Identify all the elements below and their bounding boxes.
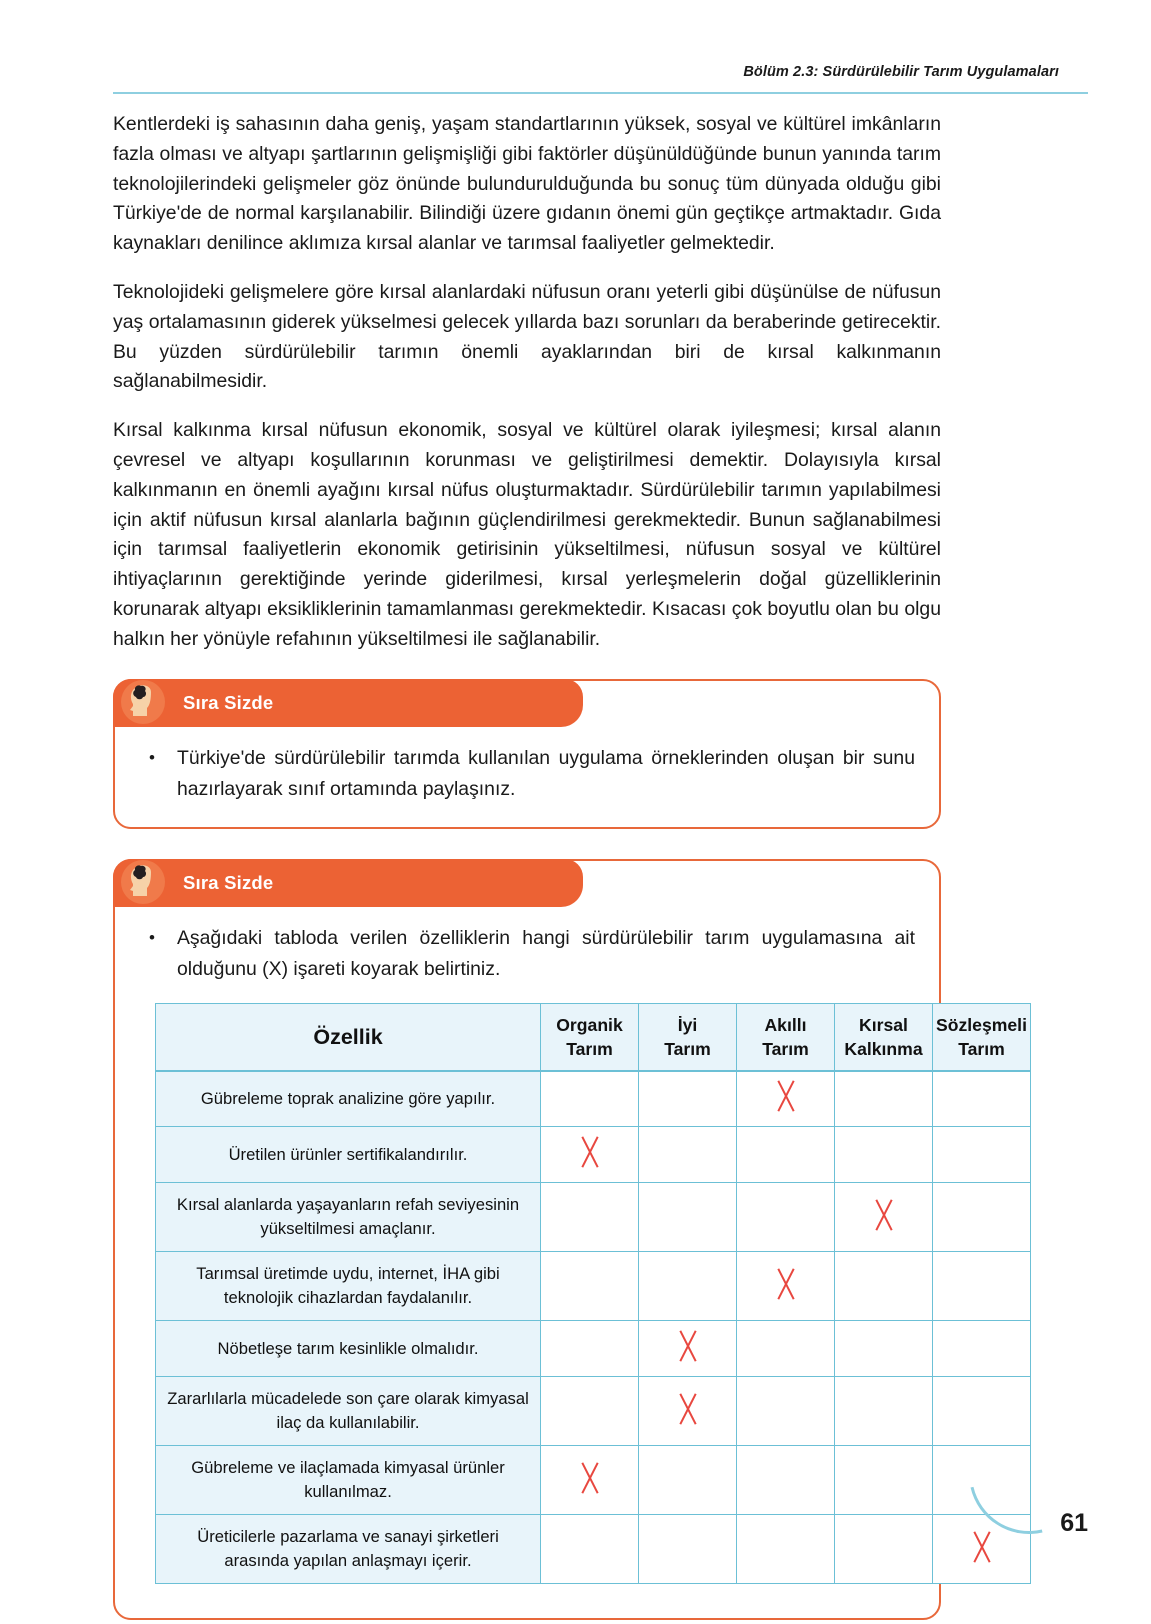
table-cell-marked[interactable]: [737, 1252, 835, 1321]
table-row: [156, 1127, 1031, 1183]
table-cell-empty[interactable]: [639, 1515, 737, 1584]
activity-box-2-list: [139, 923, 915, 985]
column-header-good-line1: İyi: [677, 1014, 698, 1035]
chapter-label: Bölüm 2.3: Sürdürülebilir Tarım Uygulamaları: [743, 64, 1059, 80]
x-mark-icon: [671, 1392, 705, 1426]
column-header-feature: Özellik: [156, 1003, 541, 1071]
column-header-organic-line1: Organik: [556, 1014, 623, 1035]
paragraph-1: Kentlerdeki iş sahasının daha geniş, yaşam standartlarının yüksek, sosyal ve kültürel imkânların fazla olması ve altyapı şartlarının gelişmişliği gibi faktörler düşünüldüğünde bunun yanında tarım teknolojilerindeki gelişmeler göz önünde bulundurulduğunda bu sonuç tüm dünyada olduğu gibi Türkiye'de de normal karşılanabilir. Bilindiği üzere gıdanın önemi gün geçtikçe artmaktadır. Gıda kaynakları denilince aklımıza kırsal alanlar ve tarımsal faaliyetler gelmektedir.: [113, 113, 941, 255]
table-cell-empty[interactable]: [541, 1252, 639, 1321]
column-header-rural-line2: Kalkınma: [844, 1038, 923, 1059]
column-header-good: [639, 1003, 737, 1071]
page-footer: [1011, 1482, 1151, 1572]
activity-box-1-header: [113, 679, 583, 727]
table-cell-marked[interactable]: [541, 1127, 639, 1183]
table-row: [156, 1252, 1031, 1321]
activity-box-2-header: [113, 859, 583, 907]
table-cell-empty[interactable]: [835, 1515, 933, 1584]
table-row: [156, 1377, 1031, 1446]
table-cell-empty[interactable]: [933, 1071, 1031, 1127]
column-header-smart-line2: Tarım: [762, 1038, 809, 1059]
activity-box-2-body: [115, 861, 1027, 1619]
list-item: • Türkiye'de sürdürülebilir tarımda kullanılan uygulama örneklerinden oluşan bir sunu hazırlayarak sınıf ortamında paylaşınız.: [139, 743, 915, 805]
table-cell-empty[interactable]: [933, 1321, 1031, 1377]
column-header-organic: [541, 1003, 639, 1071]
table-cell-marked[interactable]: [639, 1377, 737, 1446]
activity-box-2: [113, 859, 1027, 1621]
table-cell-empty[interactable]: [541, 1377, 639, 1446]
table-header-row: [156, 1003, 1031, 1071]
paragraph-2: Teknolojideki gelişmelere göre kırsal alanlardaki nüfusun oranı yeterli gibi düşünülse de nüfusun yaş ortalamasının giderek yükselmesi gelecek yıllarda bazı sorunları da beraberinde getirecektir. Bu yüzden sürdürülebilir tarımın önemli ayaklarından biri de kırsal kalkınmanın sağlanabilmesidir.: [113, 280, 941, 393]
table-row: [156, 1446, 1031, 1515]
table-row: [156, 1515, 1031, 1584]
x-mark-icon: [573, 1135, 607, 1169]
table-cell-empty[interactable]: [835, 1071, 933, 1127]
table-cell-feature: Üreticilerle pazarlama ve sanayi şirketleri arasında yapılan anlaşmayı içerir.: [156, 1515, 541, 1584]
table-cell-feature: Kırsal alanlarda yaşayanların refah seviyesinin yükseltilmesi amaçlanır.: [156, 1183, 541, 1252]
x-mark-icon: [867, 1198, 901, 1232]
column-header-contract: [933, 1003, 1031, 1071]
table-cell-feature: Üretilen ürünler sertifikalandırılır.: [156, 1127, 541, 1183]
table-cell-feature: Nöbetleşe tarım kesinlikle olmalıdır.: [156, 1321, 541, 1377]
table-cell-empty[interactable]: [541, 1183, 639, 1252]
table-cell-empty[interactable]: [639, 1127, 737, 1183]
table-cell-empty[interactable]: [835, 1321, 933, 1377]
column-header-smart: [737, 1003, 835, 1071]
column-header-smart-line1: Akıllı: [764, 1014, 807, 1035]
table-cell-empty[interactable]: [639, 1183, 737, 1252]
table-cell-empty[interactable]: [933, 1127, 1031, 1183]
column-header-rural-line1: Kırsal: [859, 1014, 908, 1035]
table-cell-empty[interactable]: [737, 1183, 835, 1252]
page-number: 61: [1060, 1509, 1088, 1537]
thinking-head-icon: [121, 680, 165, 724]
table-cell-empty[interactable]: [933, 1252, 1031, 1321]
table-cell-marked[interactable]: [541, 1446, 639, 1515]
activity-box-1-list: [139, 743, 915, 805]
table-row: [156, 1071, 1031, 1127]
table-cell-empty[interactable]: [933, 1183, 1031, 1252]
column-header-good-line2: Tarım: [664, 1038, 711, 1059]
running-header: [0, 60, 1151, 100]
table-cell-empty[interactable]: [541, 1071, 639, 1127]
activity-box-1: [113, 679, 941, 829]
table-row: [156, 1183, 1031, 1252]
table-cell-empty[interactable]: [737, 1321, 835, 1377]
table-body: [156, 1071, 1031, 1584]
table-cell-marked[interactable]: [737, 1071, 835, 1127]
table-cell-empty[interactable]: [835, 1377, 933, 1446]
table-cell-empty[interactable]: [737, 1377, 835, 1446]
table-cell-marked[interactable]: [639, 1321, 737, 1377]
header-divider: [113, 92, 1088, 94]
table-cell-empty[interactable]: [639, 1252, 737, 1321]
table-cell-empty[interactable]: [737, 1515, 835, 1584]
paragraph-3: Kırsal kalkınma kırsal nüfusun ekonomik, sosyal ve kültürel olarak iyileşmesi; kırsal alanın çevresel ve altyapı koşullarının korunması ve geliştirilmesi demektir. Dolayısıyla kırsal kalkınmanın en önemli ayağını kırsal nüfus oluşturmaktadır. Sürdürülebilir tarımın yapılabilmesi için aktif nüfusun kırsal alanlarla bağının güçlendirilmesi gerekmektedir. Bunun sağlanabilmesi için tarımsal faaliyetlerin ekonomik getirisinin yükseltilmesi, nüfusun sosyal ve kültürel ihtiyaçlarının gerektiğinde yerinde giderilmesi, kırsal yerleşmelerin doğal güzelliklerinin korunarak altyapı eksikliklerinin tamamlanması gerekmektedir. Kısacası çok boyutlu olan bu olgu halkın her yönüyle refahının yükseltilmesi ile sağlanabilir.: [113, 419, 941, 650]
table-cell-empty[interactable]: [639, 1071, 737, 1127]
table-cell-feature: Tarımsal üretimde uydu, internet, İHA gibi teknolojik cihazlardan faydalanılır.: [156, 1252, 541, 1321]
table-cell-marked[interactable]: [835, 1183, 933, 1252]
table-cell-feature: Zararlılarla mücadelede son çare olarak kimyasal ilaç da kullanılabilir.: [156, 1377, 541, 1446]
sustainable-agriculture-table: [155, 1003, 1031, 1585]
table-cell-empty[interactable]: [835, 1252, 933, 1321]
table-cell-empty[interactable]: [737, 1446, 835, 1515]
table-cell-empty[interactable]: [835, 1127, 933, 1183]
table-row: [156, 1321, 1031, 1377]
x-mark-icon: [671, 1329, 705, 1363]
table-cell-empty[interactable]: [541, 1321, 639, 1377]
column-header-rural: [835, 1003, 933, 1071]
activity-box-2-title: Sıra Sizde: [183, 871, 274, 893]
activity-box-1-title: Sıra Sizde: [183, 691, 274, 713]
x-mark-icon: [573, 1461, 607, 1495]
column-header-contract-line2: Tarım: [958, 1038, 1005, 1059]
column-header-organic-line2: Tarım: [566, 1038, 613, 1059]
table-header: [156, 1003, 1031, 1071]
table-cell-feature: Gübreleme toprak analizine göre yapılır.: [156, 1071, 541, 1127]
x-mark-icon: [769, 1267, 803, 1301]
table-cell-empty[interactable]: [737, 1127, 835, 1183]
x-mark-icon: [965, 1530, 999, 1564]
table-cell-empty[interactable]: [835, 1446, 933, 1515]
page-content: [113, 110, 1027, 1620]
table-cell-feature: Gübreleme ve ilaçlamada kimyasal ürünler kullanılmaz.: [156, 1446, 541, 1515]
list-item: • Aşağıdaki tabloda verilen özelliklerin hangi sürdürülebilir tarım uygulamasına ait olduğunu (X) işareti koyarak belirtiniz.: [139, 923, 915, 985]
table-cell-empty[interactable]: [541, 1515, 639, 1584]
table-cell-empty[interactable]: [639, 1446, 737, 1515]
x-mark-icon: [769, 1079, 803, 1113]
column-header-contract-line1: Sözleşmeli: [936, 1014, 1027, 1035]
thinking-head-icon: [121, 860, 165, 904]
